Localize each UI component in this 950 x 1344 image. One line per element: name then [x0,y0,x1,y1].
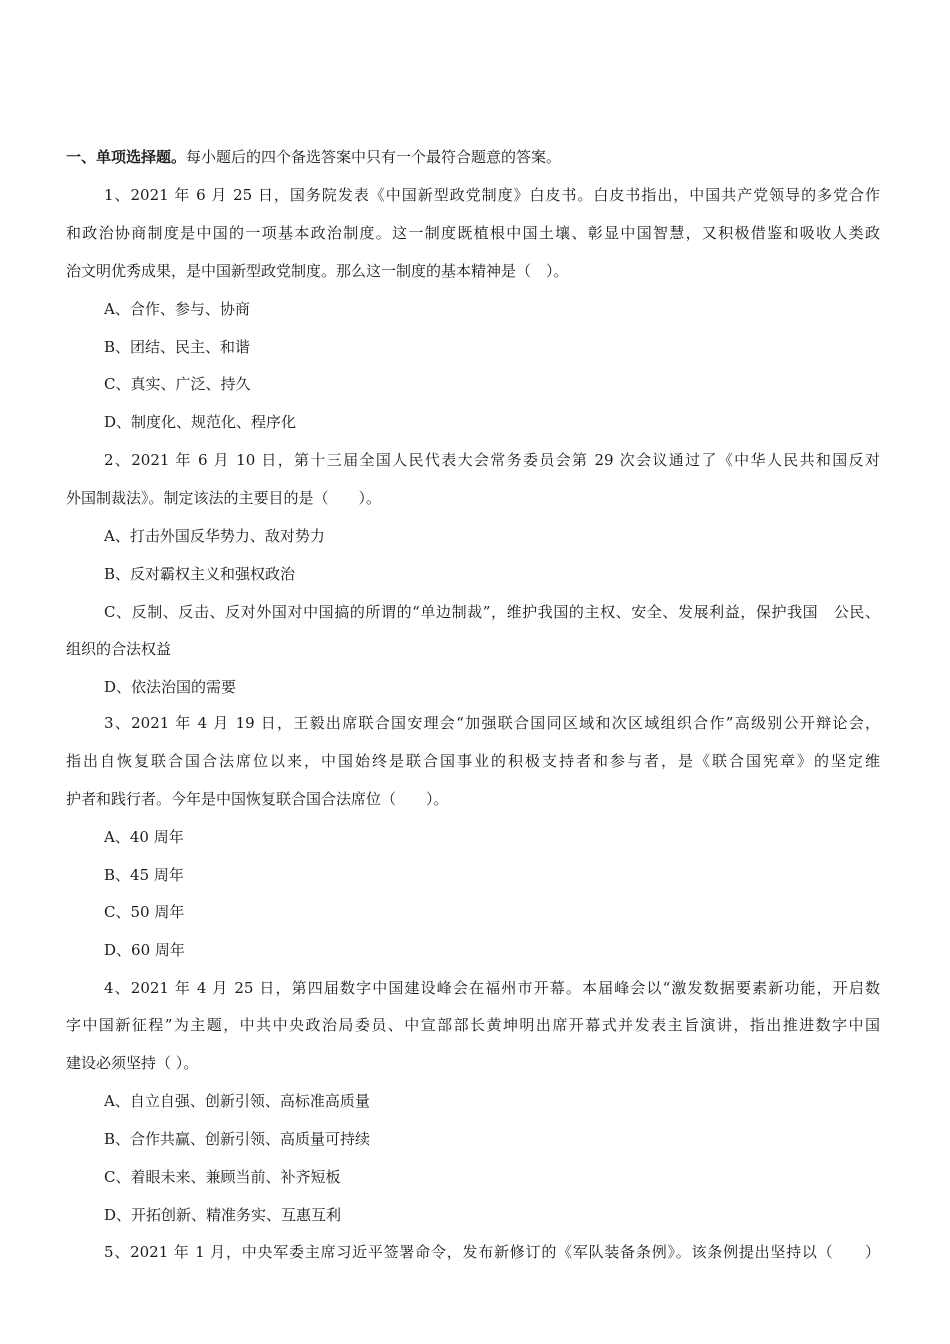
question-3-line-3: 护者和践行者。今年是中国恢复联合国合法席位（ ）。 [66,790,449,808]
question-2-line-2: 外国制裁法》。制定该法的主要目的是（ ）。 [66,489,382,507]
question-1-option-c: C、真实、广泛、持久 [104,375,251,393]
question-3-option-d: D、60 周年 [104,941,185,959]
question-4-line-2: 字中国新征程”为主题，中共中央政治局委员、中宣部部长黄坤明出席开幕式并发表主旨演讲，指出推进数字中国 [66,1016,880,1034]
question-1-line-3: 治文明优秀成果，是中国新型政党制度。那么这一制度的基本精神是（ ）。 [66,262,569,280]
question-2-option-c: C、反制、反击、反对外国对中国搞的所谓的“单边制裁”，维护我国的主权、安全、发展利益，保护我国 公民、 [104,603,880,621]
question-1-option-b: B、团结、民主、和谐 [104,338,251,356]
question-1-option-d: D、制度化、规范化、程序化 [104,413,297,431]
question-2-option-b: B、反对霸权主义和强权政治 [104,565,296,583]
question-4-line-3: 建设必须坚持（ ）。 [66,1054,199,1072]
section-heading [66,146,561,168]
question-2-option-c-cont: 组织的合法权益 [66,640,172,658]
question-4-line-1: 4、2021 年 4 月 25 日，第四届数字中国建设峰会在福州市开幕。本届峰会以“激发数据要素新功能，开启数 [104,979,880,997]
question-1-option-a: A、合作、参与、协商 [104,300,250,318]
question-1-line-2: 和政治协商制度是中国的一项基本政治制度。这一制度既植根中国土壤、彰显中国智慧，又积极借鉴和吸收人类政 [66,224,880,242]
question-2-option-a: A、打击外国反华势力、敌对势力 [104,527,325,545]
question-5-line-1: 5、2021 年 1 月，中央军委主席习近平签署命令，发布新修订的《军队装备条例》。该条例提出坚持以（ ） [104,1243,880,1261]
question-4-option-c: C、着眼未来、兼顾当前、补齐短板 [104,1168,341,1186]
question-4-option-b: B、合作共赢、创新引领、高质量可持续 [104,1130,371,1148]
question-3-option-c: C、50 周年 [104,903,185,921]
question-3-option-a: A、40 周年 [104,828,184,846]
question-2-line-1: 2、2021 年 6 月 10 日，第十三届全国人民代表大会常务委员会第 29 次会议通过了《中华人民共和国反对 [104,451,880,469]
section-title: 一、单项选择题。 [66,148,187,166]
section-instruction: 每小题后的四个备选答案中只有一个最符合题意的答案。 [186,148,562,166]
question-3-option-b: B、45 周年 [104,866,184,884]
question-2-option-d: D、依法治国的需要 [104,678,237,696]
question-3-line-1: 3、2021 年 4 月 19 日，王毅出席联合国安理会“加强联合国同区域和次区域组织合作”高级别公开辩论会， [104,714,880,732]
question-4-option-d: D、开拓创新、精准务实、互惠互利 [104,1206,342,1224]
question-1-line-1: 1、2021 年 6 月 25 日，国务院发表《中国新型政党制度》白皮书。白皮书指出，中国共产党领导的多党合作 [104,186,880,204]
question-4-option-a: A、自立自强、创新引领、高标准高质量 [104,1092,370,1110]
question-3-line-2: 指出自恢复联合国合法席位以来，中国始终是联合国事业的积极支持者和参与者，是《联合国宪章》的坚定维 [66,752,880,770]
